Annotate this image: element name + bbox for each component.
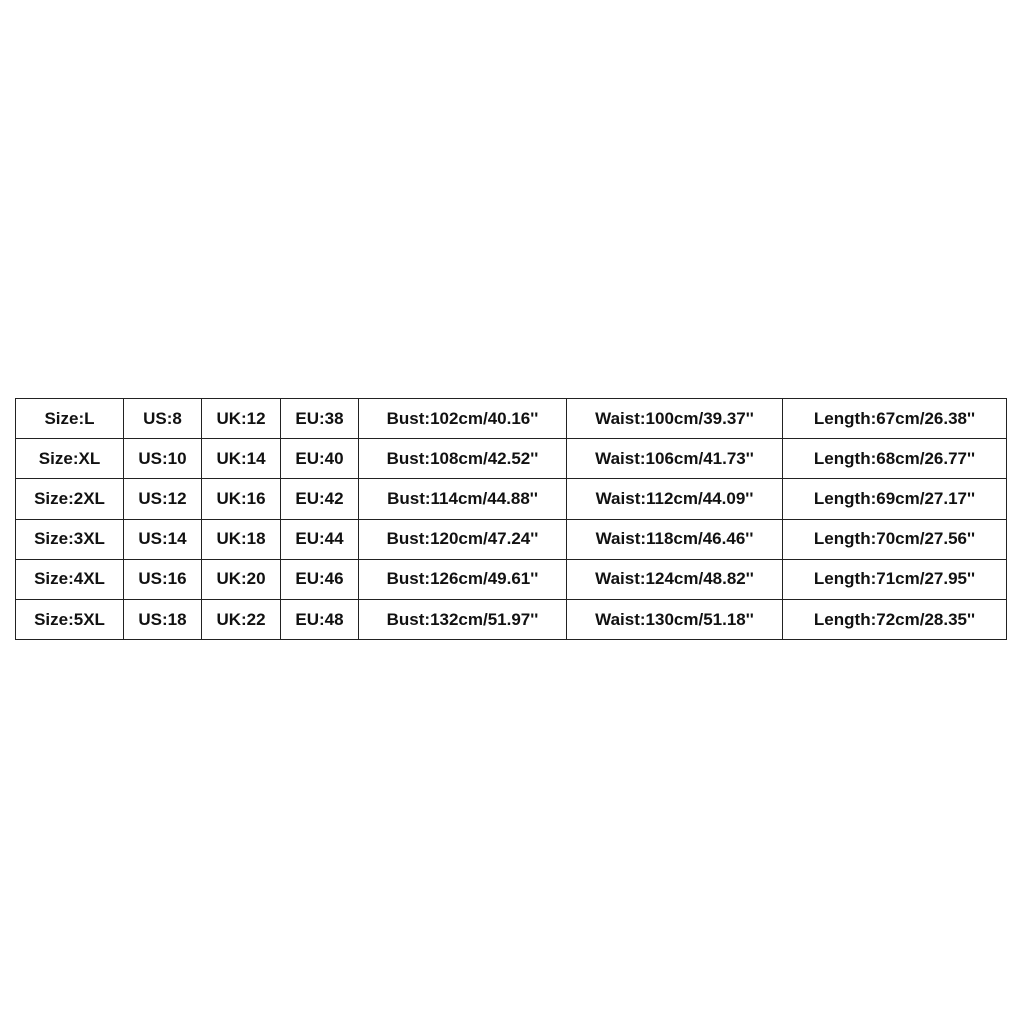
table-row — [16, 399, 1007, 439]
bust-cell: Bust:102cm/40.16'' — [359, 399, 567, 439]
bust-cell: Bust:126cm/49.61'' — [359, 559, 567, 599]
size-cell: Size:2XL — [16, 479, 124, 519]
length-cell: Length:71cm/27.95'' — [783, 559, 1007, 599]
size-cell: Size:4XL — [16, 559, 124, 599]
size-cell: Size:XL — [16, 439, 124, 479]
bust-cell: Bust:120cm/47.24'' — [359, 519, 567, 559]
eu-cell: EU:48 — [281, 599, 359, 639]
size-chart-table — [15, 398, 1007, 640]
eu-cell: EU:40 — [281, 439, 359, 479]
length-cell: Length:67cm/26.38'' — [783, 399, 1007, 439]
bust-cell: Bust:108cm/42.52'' — [359, 439, 567, 479]
table-row — [16, 479, 1007, 519]
eu-cell: EU:42 — [281, 479, 359, 519]
us-cell: US:14 — [124, 519, 202, 559]
us-cell: US:18 — [124, 599, 202, 639]
length-cell: Length:72cm/28.35'' — [783, 599, 1007, 639]
us-cell: US:10 — [124, 439, 202, 479]
us-cell: US:12 — [124, 479, 202, 519]
size-cell: Size:L — [16, 399, 124, 439]
table-row — [16, 599, 1007, 639]
eu-cell: EU:38 — [281, 399, 359, 439]
uk-cell: UK:20 — [202, 559, 281, 599]
eu-cell: EU:46 — [281, 559, 359, 599]
uk-cell: UK:16 — [202, 479, 281, 519]
table-row — [16, 519, 1007, 559]
us-cell: US:8 — [124, 399, 202, 439]
waist-cell: Waist:118cm/46.46'' — [567, 519, 783, 559]
table-row — [16, 559, 1007, 599]
size-cell: Size:5XL — [16, 599, 124, 639]
eu-cell: EU:44 — [281, 519, 359, 559]
waist-cell: Waist:130cm/51.18'' — [567, 599, 783, 639]
bust-cell: Bust:114cm/44.88'' — [359, 479, 567, 519]
table-row — [16, 439, 1007, 479]
uk-cell: UK:18 — [202, 519, 281, 559]
length-cell: Length:70cm/27.56'' — [783, 519, 1007, 559]
waist-cell: Waist:100cm/39.37'' — [567, 399, 783, 439]
waist-cell: Waist:112cm/44.09'' — [567, 479, 783, 519]
waist-cell: Waist:124cm/48.82'' — [567, 559, 783, 599]
bust-cell: Bust:132cm/51.97'' — [359, 599, 567, 639]
length-cell: Length:69cm/27.17'' — [783, 479, 1007, 519]
waist-cell: Waist:106cm/41.73'' — [567, 439, 783, 479]
us-cell: US:16 — [124, 559, 202, 599]
uk-cell: UK:22 — [202, 599, 281, 639]
length-cell: Length:68cm/26.77'' — [783, 439, 1007, 479]
uk-cell: UK:12 — [202, 399, 281, 439]
uk-cell: UK:14 — [202, 439, 281, 479]
size-cell: Size:3XL — [16, 519, 124, 559]
